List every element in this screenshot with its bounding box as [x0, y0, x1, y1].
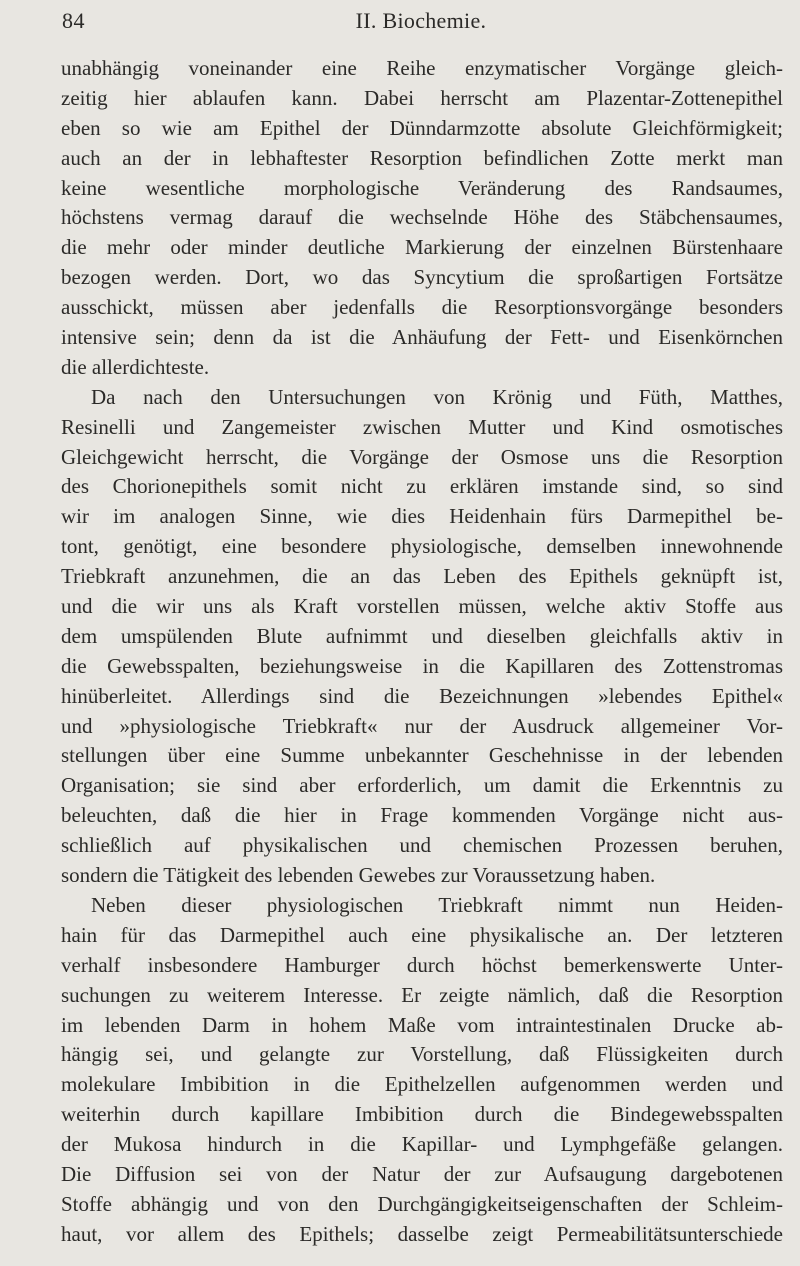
text-line: stellungen über eine Summe unbekannter Geschehnisse in der lebenden [61, 743, 783, 768]
text-line: des Chorionepithels somit nicht zu erklären imstande sind, so sind [61, 474, 783, 499]
text-line: hain für das Darmepithel auch eine physikalische an. Der letzteren [61, 922, 783, 947]
text-line: wir im analogen Sinne, wie dies Heidenhain fürs Darmepithel be- [61, 504, 783, 529]
text-line: Resinelli und Zangemeister zwischen Mutter und Kind osmotisches [61, 414, 783, 439]
text-line: hinüberleitet. Allerdings sind die Bezeichnungen »lebendes Epithel« [61, 683, 783, 708]
text-line: und »physiologische Triebkraft« nur der Ausdruck allgemeiner Vor- [61, 713, 783, 738]
text-line: und die wir uns als Kraft vorstellen müssen, welche aktiv Stoffe aus [61, 594, 783, 619]
text-line: hängig sei, und gelangte zur Vorstellung, daß Flüssigkeiten durch [61, 1042, 783, 1067]
text-line: Neben dieser physiologischen Triebkraft nimmt nun Heiden- [91, 892, 783, 917]
text-line: schließlich auf physikalischen und chemischen Prozessen beruhen, [61, 833, 783, 858]
text-line: höchstens vermag darauf die wechselnde Höhe des Stäbchensaumes, [61, 205, 783, 230]
text-line: molekulare Imbibition in die Epithelzellen aufgenommen werden und [61, 1072, 783, 1097]
text-line: auch an der in lebhaftester Resorption befindlichen Zotte merkt man [61, 145, 783, 170]
text-line: unabhängig voneinander eine Reihe enzymatischer Vorgänge gleich- [61, 56, 783, 80]
page-number: 84 [62, 8, 85, 33]
body-text [61, 54, 783, 1250]
text-line: sondern die Tätigkeit des lebenden Gewebes zur Voraussetzung haben. [61, 863, 656, 888]
text-line: zeitig hier ablaufen kann. Dabei herrscht am Plazentar-Zottenepithel [61, 85, 783, 110]
text-line: verhalf insbesondere Hamburger durch höchst bemerkenswerte Unter- [61, 952, 783, 977]
text-line: die allerdichteste. [61, 354, 210, 379]
text-line: bezogen werden. Dort, wo das Syncytium die sproßartigen Fortsätze [61, 265, 783, 290]
page-header [62, 8, 780, 42]
text-line: weiterhin durch kapillare Imbibition durch die Bindegewebsspalten [61, 1102, 783, 1127]
text-line: eben so wie am Epithel der Dünndarmzotte absolute Gleichförmigkeit; [61, 115, 783, 140]
text-line: keine wesentliche morphologische Veränderung des Randsaumes, [61, 175, 783, 200]
text-line: beleuchten, daß die hier in Frage kommenden Vorgänge nicht aus- [61, 803, 783, 828]
text-line: Gleichgewicht herrscht, die Vorgänge der Osmose uns die Resorption [61, 444, 783, 469]
text-line: suchungen zu weiterem Interesse. Er zeigte nämlich, daß die Resorption [61, 982, 783, 1007]
text-line: dem umspülenden Blute aufnimmt und dieselben gleichfalls aktiv in [61, 623, 783, 648]
text-line: Triebkraft anzunehmen, die an das Leben des Epithels geknüpft ist, [61, 564, 783, 589]
text-line: haut, vor allem des Epithels; dasselbe zeigt Permeabilitätsunterschiede [61, 1221, 783, 1246]
text-line: die mehr oder minder deutliche Markierung der einzelnen Bürstenhaare [61, 235, 783, 260]
text-line: die Gewebsspalten, beziehungsweise in die Kapillaren des Zottenstromas [61, 653, 783, 678]
text-line: im lebenden Darm in hohem Maße vom intraintestinalen Drucke ab- [61, 1012, 783, 1037]
text-line: ausschickt, müssen aber jedenfalls die Resorptionsvorgänge besonders [61, 295, 783, 320]
text-line: Organisation; sie sind aber erforderlich, um damit die Erkenntnis zu [61, 773, 783, 798]
text-line: der Mukosa hindurch in die Kapillar- und Lymphgefäße gelangen. [61, 1132, 783, 1157]
text-line: Da nach den Untersuchungen von Krönig und Füth, Matthes, [91, 384, 783, 409]
text-line: Stoffe abhängig und von den Durchgängigkeitseigenschaften der Schleim- [61, 1191, 783, 1216]
running-head: II. Biochemie. [355, 8, 487, 33]
text-line: intensive sein; denn da ist die Anhäufung der Fett- und Eisenkörnchen [61, 325, 783, 350]
text-line: tont, genötigt, eine besondere physiologische, demselben innewohnende [61, 534, 783, 559]
text-line: Die Diffusion sei von der Natur der zur Aufsaugung dargebotenen [61, 1161, 783, 1186]
